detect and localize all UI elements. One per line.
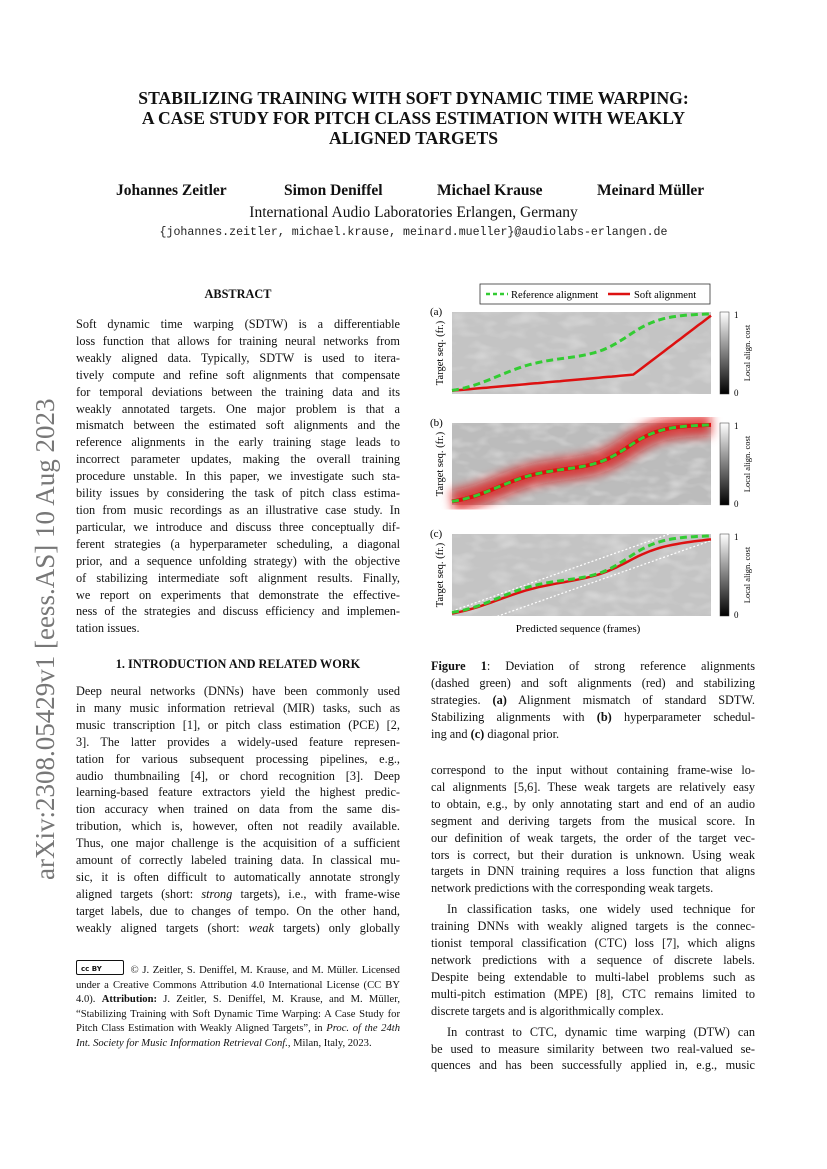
text-line: music transcription [1], or pitch class estimation (PCE) [2, [76,717,400,732]
text-line: Deep neural networks (DNNs) have been commonly used [76,684,400,698]
text-line: tion accuracy when trained on data from the same dis- [76,802,400,817]
colorbar-min: 0 [734,610,739,620]
author-name: Simon Deniffel [284,182,383,199]
text-line: tionist temporal classification (CTC) loss [7], which aligns [431,936,755,951]
panel-label: (c) [430,528,443,540]
text-line: weakly annotated targets. One major problem is that a [76,401,400,416]
text-line: in many music information retrieval (MIR) tasks, such as [76,700,400,715]
y-axis-label: Target seq. (fr.) [435,542,446,608]
colorbar-label: Local align. cost [742,435,752,493]
text-line: tors is correct, but their duration is unknown. Using weak [431,847,755,862]
figure-1 [428,282,758,642]
figure-legend [480,284,710,304]
abstract-body [76,316,400,637]
title-line: ALIGNED TARGETS [329,128,498,148]
text-line: bility issues by considering the task of pitch class estima- [76,486,400,501]
text-line: be used to measure similarity between two real-valued se- [431,1041,755,1056]
colorbar [720,534,729,616]
venue-name: Proc. of the 24th Int. Society for Music Information Retrieval Conf. [76,1023,401,1049]
text-line: ferent strategies (a hyperparameter scheduling, a diagonal [76,536,400,551]
text-line: sic, it is often difficult to automatically annotate strongly [76,869,400,884]
colorbar-min: 0 [734,499,739,509]
x-axis-label: Predicted sequence (frames) [515,623,641,635]
text-line: correspond to the input without containing frame-wise lo- [431,763,755,777]
text-line: network predictions with a sequence of discrete labels. [431,952,755,967]
text-line: particular, we introduce and discuss three conceptually dif- [76,519,400,534]
text-line: ness of the strategies and discuss efficiency and implemen- [76,604,400,619]
text-line: mismatch between the estimated soft alignments and the [76,418,400,433]
arxiv-identifier [12,340,64,880]
text-line: 3]. The latter provides a widely-used feature represen- [76,734,400,749]
text-line: procedure unstable. In this paper, we investigate such sta- [76,469,400,484]
text-line: quences and has been successfully applied in, e.g., music [431,1058,755,1073]
text-line: Thus, one major challenge is the acquisition of a sufficient [76,836,400,851]
paper-title [80,88,747,148]
title-line: A CASE STUDY FOR PITCH CLASS ESTIMATION WITH WEAKLY [141,108,686,128]
text-line: to obtain, e.g., by only annotating start and end of an audio [431,796,755,811]
text-line: we report on experiments that demonstrate the effective- [76,587,400,602]
cc-by-license-icon: cc BY [76,960,124,975]
alignment-panel [430,306,752,398]
arxiv-id-text: arXiv:2308.05429v1 [eess.AS] 10 Aug 2023 [30,398,60,880]
text-line: loss function that allows for training neural networks from [76,333,400,348]
text-line: for temporal deviations between the training data and its [76,384,400,399]
copyright-footnote: cc BY © J. Zeitler, S. Deniffel, M. Krause, and M. Müller. Licensed under a Creative Commons Attribution 4.0 International License (CC BY 4.0). Attribution: J. Zeitler, S. Deniffel, M. Krause, and M. Müller, “Stabilizing Training with Soft Dynamic Time Warping: A Case Study for Pitch Class Estimation with Weakly Aligned Targets”, in Proc. of the 24th Int. Society for Music Information Retrieval Conf., Milan, Italy, 2023. [76,960,400,1052]
author-emails: {johannes.zeitler, michael.krause, meinard.mueller}@audiolabs-erlangen.de [159,226,668,239]
alignment-panel [430,417,752,509]
text-line: learning-based feature extractors yield the highest predic- [76,785,400,800]
text-line: our definition of weak targets, the order of the target vec- [431,830,755,845]
title-line: STABILIZING TRAINING WITH SOFT DYNAMIC TIME WARPING: [138,88,689,108]
section-heading-introduction: 1. INTRODUCTION AND RELATED WORK [115,657,361,671]
colorbar [720,312,729,394]
introduction-body-continued [431,762,755,1074]
colorbar-min: 0 [734,388,739,398]
emphasis: weak [248,920,274,935]
text-line: Despite being extendable to multi-label problems such as [431,969,755,984]
colorbar [720,423,729,505]
text-line: multi-pitch estimation (MPE) [8], CTC remains limited to [431,986,755,1001]
y-axis-label: Target seq. (fr.) [435,431,446,497]
text-line: reference alignments in the early training stage leads to [76,435,400,450]
figure-label: Figure 1 [431,659,487,673]
text-line: segment and deriving targets from the musical score. In [431,813,755,828]
text-line: audio thumbnailing [4], or chord recognition [3]. Deep [76,768,400,783]
attribution-label: Attribution: [101,994,158,1006]
text-line: tation issues. [76,621,140,636]
author-name: Meinard Müller [597,182,705,199]
text-line: tively compute and refine soft alignments that compensate [76,367,400,382]
author-name: Michael Krause [437,182,543,199]
text-line: network predictions with the corresponding weak targets. [431,881,714,896]
introduction-body [76,683,400,937]
text-line: In classification tasks, one widely used technique for [447,902,755,917]
emphasis: strong [201,886,233,901]
legend-soft-label: Soft alignment [634,290,697,301]
text-line: training DNNs with weakly aligned targets is the connec- [431,919,755,934]
text-line: In contrast to CTC, dynamic time warping (DTW) can [447,1024,755,1039]
text-line: tribution, which is, however, often not readily available. [76,819,400,834]
y-axis-label: Target seq. (fr.) [435,320,446,386]
text-line: incorrect parameter updates, making the overall training [76,452,400,467]
abstract-heading: ABSTRACT [204,287,272,301]
text-line: weakly aligned data. Typically, SDTW is used to itera- [76,350,400,365]
colorbar-label: Local align. cost [742,324,752,382]
colorbar-label: Local align. cost [742,546,752,604]
text-line: prior, and a sequence unfolding strategy) with the objective [76,553,400,568]
panel-label: (b) [430,417,443,429]
colorbar-max: 1 [734,532,739,542]
alignment-panel [430,519,752,632]
colorbar-max: 1 [734,310,739,320]
cost-matrix-texture [452,312,711,394]
text-line: weakly aligned targets (short: weak targets) only globally [76,920,400,935]
colorbar-max: 1 [734,421,739,431]
figure-caption: Figure 1: Deviation of strong reference alignments (dashed green) and soft alignments (red) and stabilizing strategies. (a) Alignment mismatch of standard SDTW. Stabilizing alignments with (b) hyperparameter schedul- ing and (c) diagonal prior. [431,659,755,741]
legend-reference-label: Reference alignment [511,290,599,301]
text-line: aligned targets (short: strong targets), i.e., with frame-wise [76,886,400,901]
text-line: tation for various subsequent processing pipelines, e.g., [76,751,400,766]
text-line: of stabilizing intermediate soft alignment results. Finally, [76,570,400,585]
text-line: tion from music recordings as an illustrative case study. In [76,502,400,517]
panel-label: (a) [430,306,443,318]
text-line: target labels, due to changes of tempo. On the other hand, [76,903,400,918]
text-line: Soft dynamic time warping (SDTW) is a differentiable [76,317,400,331]
affiliation: International Audio Laboratories Erlangen, Germany [249,204,578,221]
text-line: cal alignments [5,6]. These weak targets are relatively easy [431,779,755,794]
text-line: targets in DNN training requires a loss function that aligns [431,864,755,879]
text-line: amount of correctly labeled training data. In classical mu- [76,853,400,868]
author-list [0,182,827,204]
author-name: Johannes Zeitler [116,182,227,199]
text-line: discrete targets and is algorithmically complex. [431,1003,664,1018]
